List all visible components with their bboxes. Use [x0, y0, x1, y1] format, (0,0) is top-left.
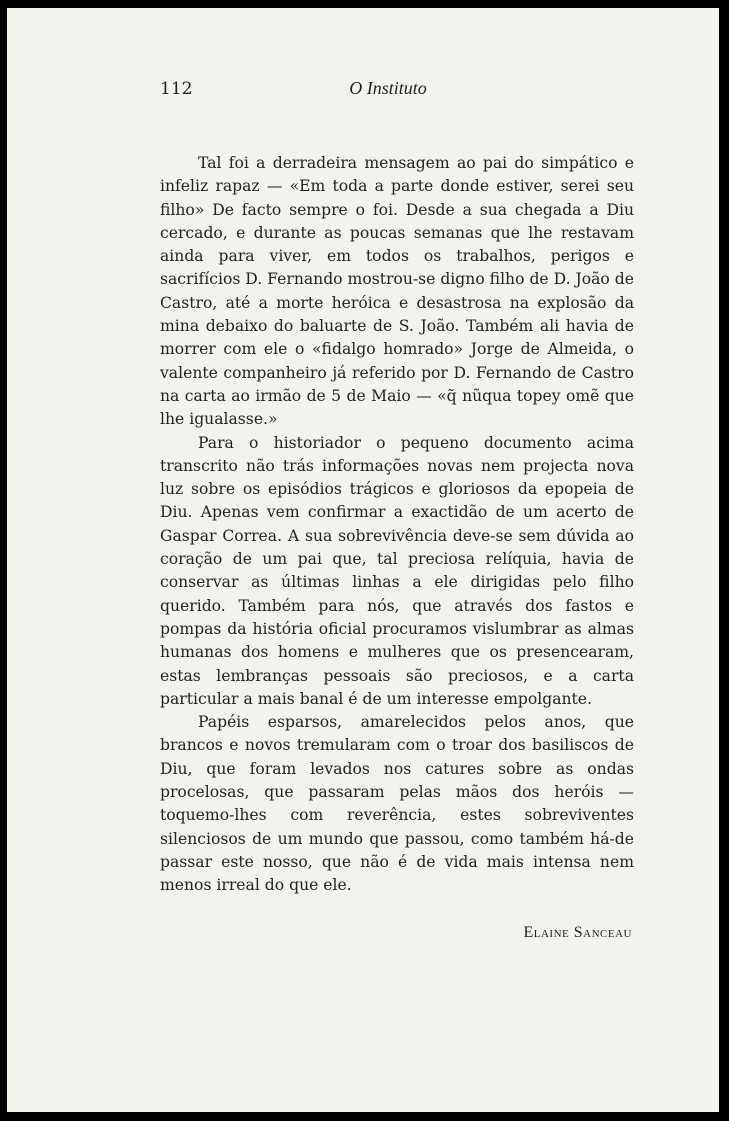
page-content	[160, 78, 634, 942]
page-sheet	[7, 8, 719, 1112]
paragraph-3: Papéis esparsos, amarelecidos pelos anos, que brancos e novos tremularam com o troar dos basiliscos de Diu, que foram levados nos catures sobre as ondas procelosas, que passaram pelas mãos dos heróis — toquemo-lhes com reverência, estes sobreviventes silenciosos de um mundo que passou, como também há-de passar este nosso, que não é de vida mais intensa nem menos irreal do que ele.	[160, 713, 634, 895]
paragraph-2: Para o historiador o pequeno documento acima transcrito não trás informações novas nem projecta nova luz sobre os episódios trágicos e gloriosos da epopeia de Diu. Apenas vem confirmar a exactidão de um acerto de Gaspar Correa. A sua sobrevivência deve-se sem dúvida ao coração de um pai que, tal preciosa relíquia, havia de conservar as últimas linhas a ele dirigidas pelo filho querido. Também para nós, que através dos fastos e pompas da história oficial procuramos vislumbrar as almas humanas dos homens e mulheres que os presencearam, estas lembranças pessoais são preciosos, e a carta particular a mais banal é de um interesse empolgante.	[160, 433, 634, 708]
article-body	[160, 152, 634, 898]
page-number: 112	[160, 79, 193, 99]
page-header	[160, 78, 634, 108]
author-signature: Elaine Sanceau	[523, 923, 632, 941]
running-title: O Instituto	[349, 78, 427, 98]
paragraph-1: Tal foi a derradeira mensagem ao pai do simpático e infeliz rapaz — «Em toda a parte donde estiver, serei seu filho» De facto sempre o foi. Desde a sua chegada a Diu cercado, e durante as poucas semanas que lhe restavam ainda para viver, em todos os trabalhos, perigos e sacrifícios D. Fernando mostrou-se digno filho de D. João de Castro, até a morte heróica e desastrosa na explosão da mina debaixo do baluarte de S. João. Também ali havia de morrer com ele o «fidalgo homrado» Jorge de Almeida, o valente companheiro já referido por D. Fernando de Castro na carta ao irmão de 5 de Maio — «q̃ nũqua topey omẽ que lhe igualasse.»	[160, 154, 634, 429]
